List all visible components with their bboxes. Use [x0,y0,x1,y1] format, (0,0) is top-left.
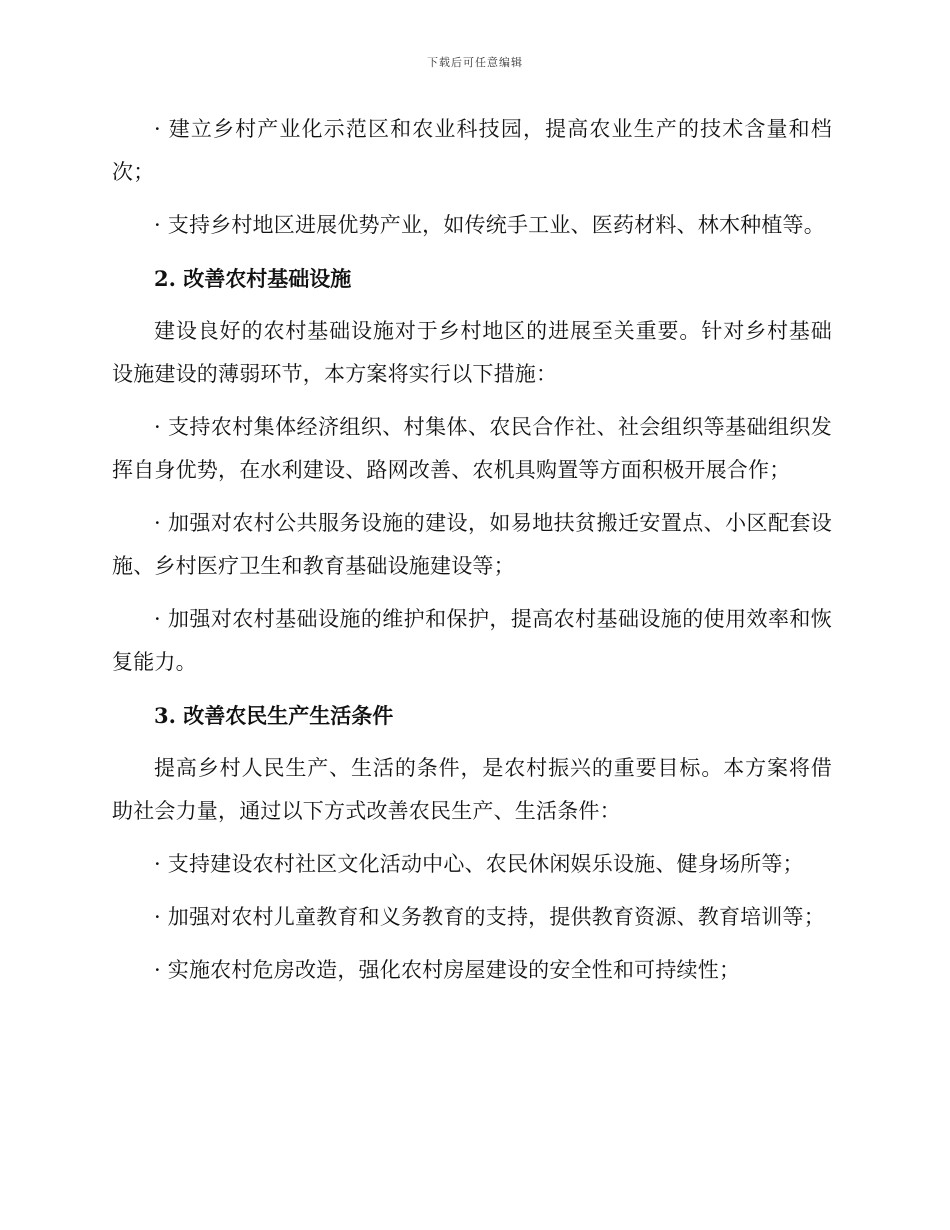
section-heading: 3. 改善农民生产生活条件 [154,703,394,728]
bullet-paragraph: · 支持农村集体经济组织、村集体、农民合作社、社会组织等基础组织发挥自身优势，在水利建设、路网改善、农机具购置等方面积极开展合作； [112,415,832,482]
document-body [112,108,832,1002]
bullet-paragraph: · 支持建设农村社区文化活动中心、农民休闲娱乐设施、健身场所等； [154,852,804,876]
body-paragraph: 提高乡村人民生产、生活的条件，是农村振兴的重要目标。本方案将借助社会力量，通过以下方式改善农民生产、生活条件： [112,756,832,823]
bullet-paragraph: · 加强对农村公共服务设施的建设，如易地扶贫搬迁安置点、小区配套设施、乡村医疗卫生和教育基础设施建设等； [112,511,832,578]
bullet-paragraph: · 建立乡村产业化示范区和农业科技园，提高农业生产的技术含量和档次； [112,117,832,184]
page-header: 下载后可任意编辑 [427,56,523,69]
section-heading: 2. 改善农村基础设施 [154,266,352,291]
bullet-paragraph: · 加强对农村基础设施的维护和保护，提高农村基础设施的使用效率和恢复能力。 [112,607,832,674]
bullet-paragraph: · 加强对农村儿童教育和义务教育的支持，提供教育资源、教育培训等； [154,905,825,929]
body-paragraph: 建设良好的农村基础设施对于乡村地区的进展至关重要。针对乡村基础设施建设的薄弱环节，本方案将实行以下措施： [112,319,832,386]
bullet-paragraph: · 实施农村危房改造，强化农村房屋建设的安全性和可持续性； [154,958,741,982]
bullet-paragraph: · 支持乡村地区进展优势产业，如传统手工业、医药材料、林木种植等。 [154,213,825,237]
